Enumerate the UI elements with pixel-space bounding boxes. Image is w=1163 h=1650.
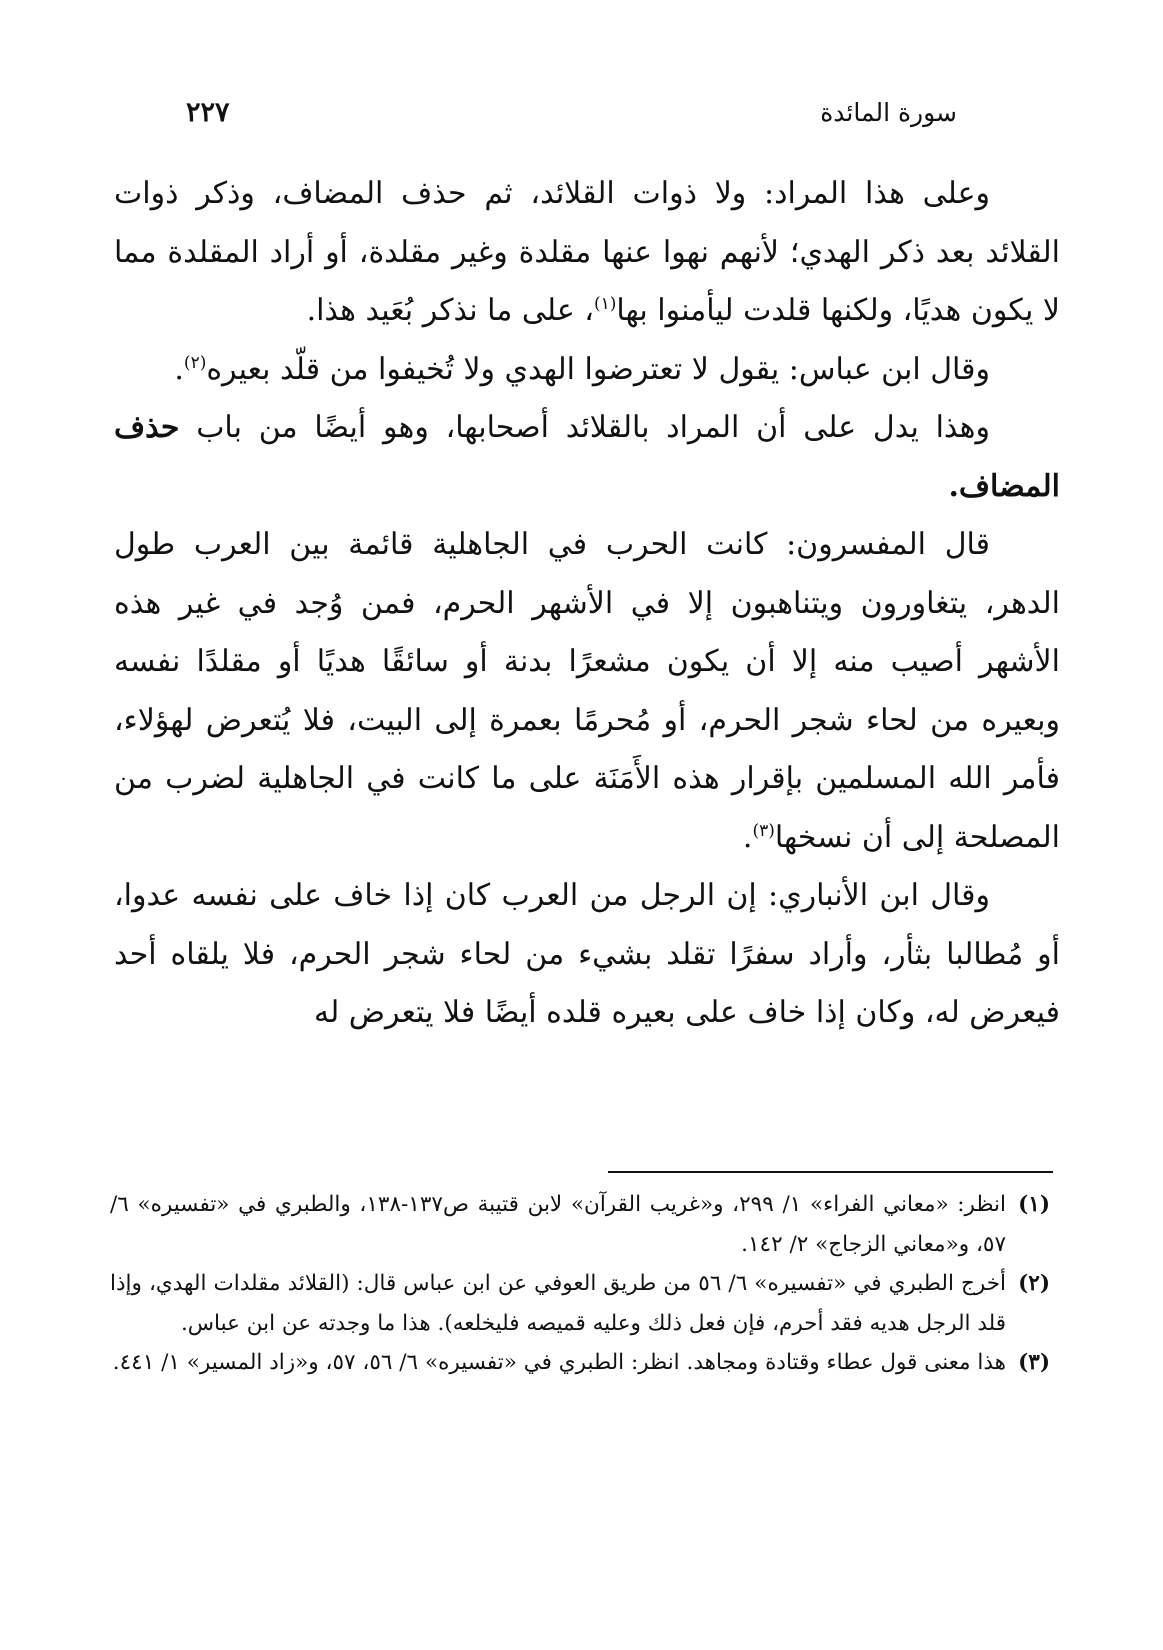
footnote-1 (110, 1185, 1050, 1264)
page-header (186, 88, 957, 136)
paragraph-1 (114, 165, 1060, 341)
footnote-text: أخرج الطبري في «تفسيره» ٦/ ٥٦ من طريق العوفي عن ابن عباس قال: (القلائد مقلدات الهدي، وإذا قلد الرجل هديه فقد أحرم، فإن فعل ذلك وعليه قميصه فليخلعه). هذا ما وجدته عن ابن عباس. (110, 1271, 1007, 1336)
footnote-ref-1: (١) (593, 294, 617, 314)
paragraph-4-text-end: . (742, 819, 753, 855)
paragraph-1-text-end: ، على ما نذكر بُعَيد هذا. (306, 293, 594, 328)
surah-title: سورة المائدة (820, 97, 957, 127)
paragraph-2 (114, 341, 1060, 400)
footnote-number: (٢) (1018, 1271, 1050, 1296)
main-text (114, 165, 1060, 1043)
paragraph-4 (114, 516, 1060, 867)
paragraph-2-text-end: . (174, 351, 184, 387)
paragraph-3-text-end: حذف المضاف. (114, 410, 1060, 504)
footnote-ref-2: (٢) (183, 352, 207, 373)
paragraph-3 (114, 399, 1060, 516)
paragraph-5-text: وقال ابن الأنباري: إن الرجل من العرب كان إذا خاف على نفسه عدوا، أو مُطالبا بثأر، وأراد سفرًا تقلد بشيء من لحاء شجر الحرم، فلا يلقاه أحد فيعرض له، وكان إذا خاف على بعيره قلده أيضًا فلا يتعرض له (114, 878, 1060, 1030)
paragraph-3-text: وهذا يدل على أن المراد بالقلائد أصحابها، وهو أيضًا من باب (196, 410, 990, 445)
footnote-text: هذا معنى قول عطاء وقتادة ومجاهد. انظر: الطبري في «تفسيره» ٦/ ٥٦، ٥٧، و«زاد المسير» ١/ ٤٤١. (112, 1350, 1006, 1375)
footnote-text: انظر: «معاني الفراء» ١/ ٢٩٩، و«غريب القرآن» لابن قتيبة ص١٣٧-١٣٨، والطبري في «تفسيره» ٦/ ٥٧، و«معاني الزجاج» ٢/ ١٤٢. (110, 1192, 1007, 1257)
footnote-2 (110, 1264, 1050, 1343)
paragraph-2-text: وقال ابن عباس: يقول لا تعترضوا الهدي ولا تُخيفوا من قلّد بعيره (206, 351, 990, 387)
footnote-3 (110, 1343, 1050, 1383)
footnote-number: (١) (1018, 1192, 1050, 1217)
paragraph-4-text: قال المفسرون: كانت الحرب في الجاهلية قائمة بين العرب طول الدهر، يتغاورون ويتناهبون إلا في الأشهر الحرم، فمن وُجد في غير هذه الأشهر أصيب منه إلا أن يكون مشعرًا بدنة أو سائقًا هديًا أو مقلدًا نفسه وبعيره من لحاء شجر الحرم، أو مُحرمًا بعمرة إلى البيت، فلا يُتعرض لهؤلاء، فأمر الله المسلمين بإقرار هذه الأَمَنَة على ما كانت في الجاهلية لضرب من المصلحة إلى أن نسخها (114, 527, 1060, 855)
paragraph-5 (114, 867, 1060, 1043)
footnotes (110, 1185, 1050, 1383)
footnote-ref-3: (٣) (752, 820, 775, 841)
page-number: ٢٢٧ (186, 96, 230, 128)
paragraph-1-text: وعلى هذا المراد: ولا ذوات القلائد، ثم حذف المضاف، وذكر ذوات القلائد بعد ذكر الهدي؛ لأنهم نهوا عنها مقلدة وغير مقلدة، أو أراد المقلدة مما لا يكون هديًا، ولكنها قلدت ليأمنوا بها (114, 176, 1060, 328)
footnote-divider (608, 1171, 1053, 1173)
footnote-number: (٣) (1018, 1350, 1050, 1375)
